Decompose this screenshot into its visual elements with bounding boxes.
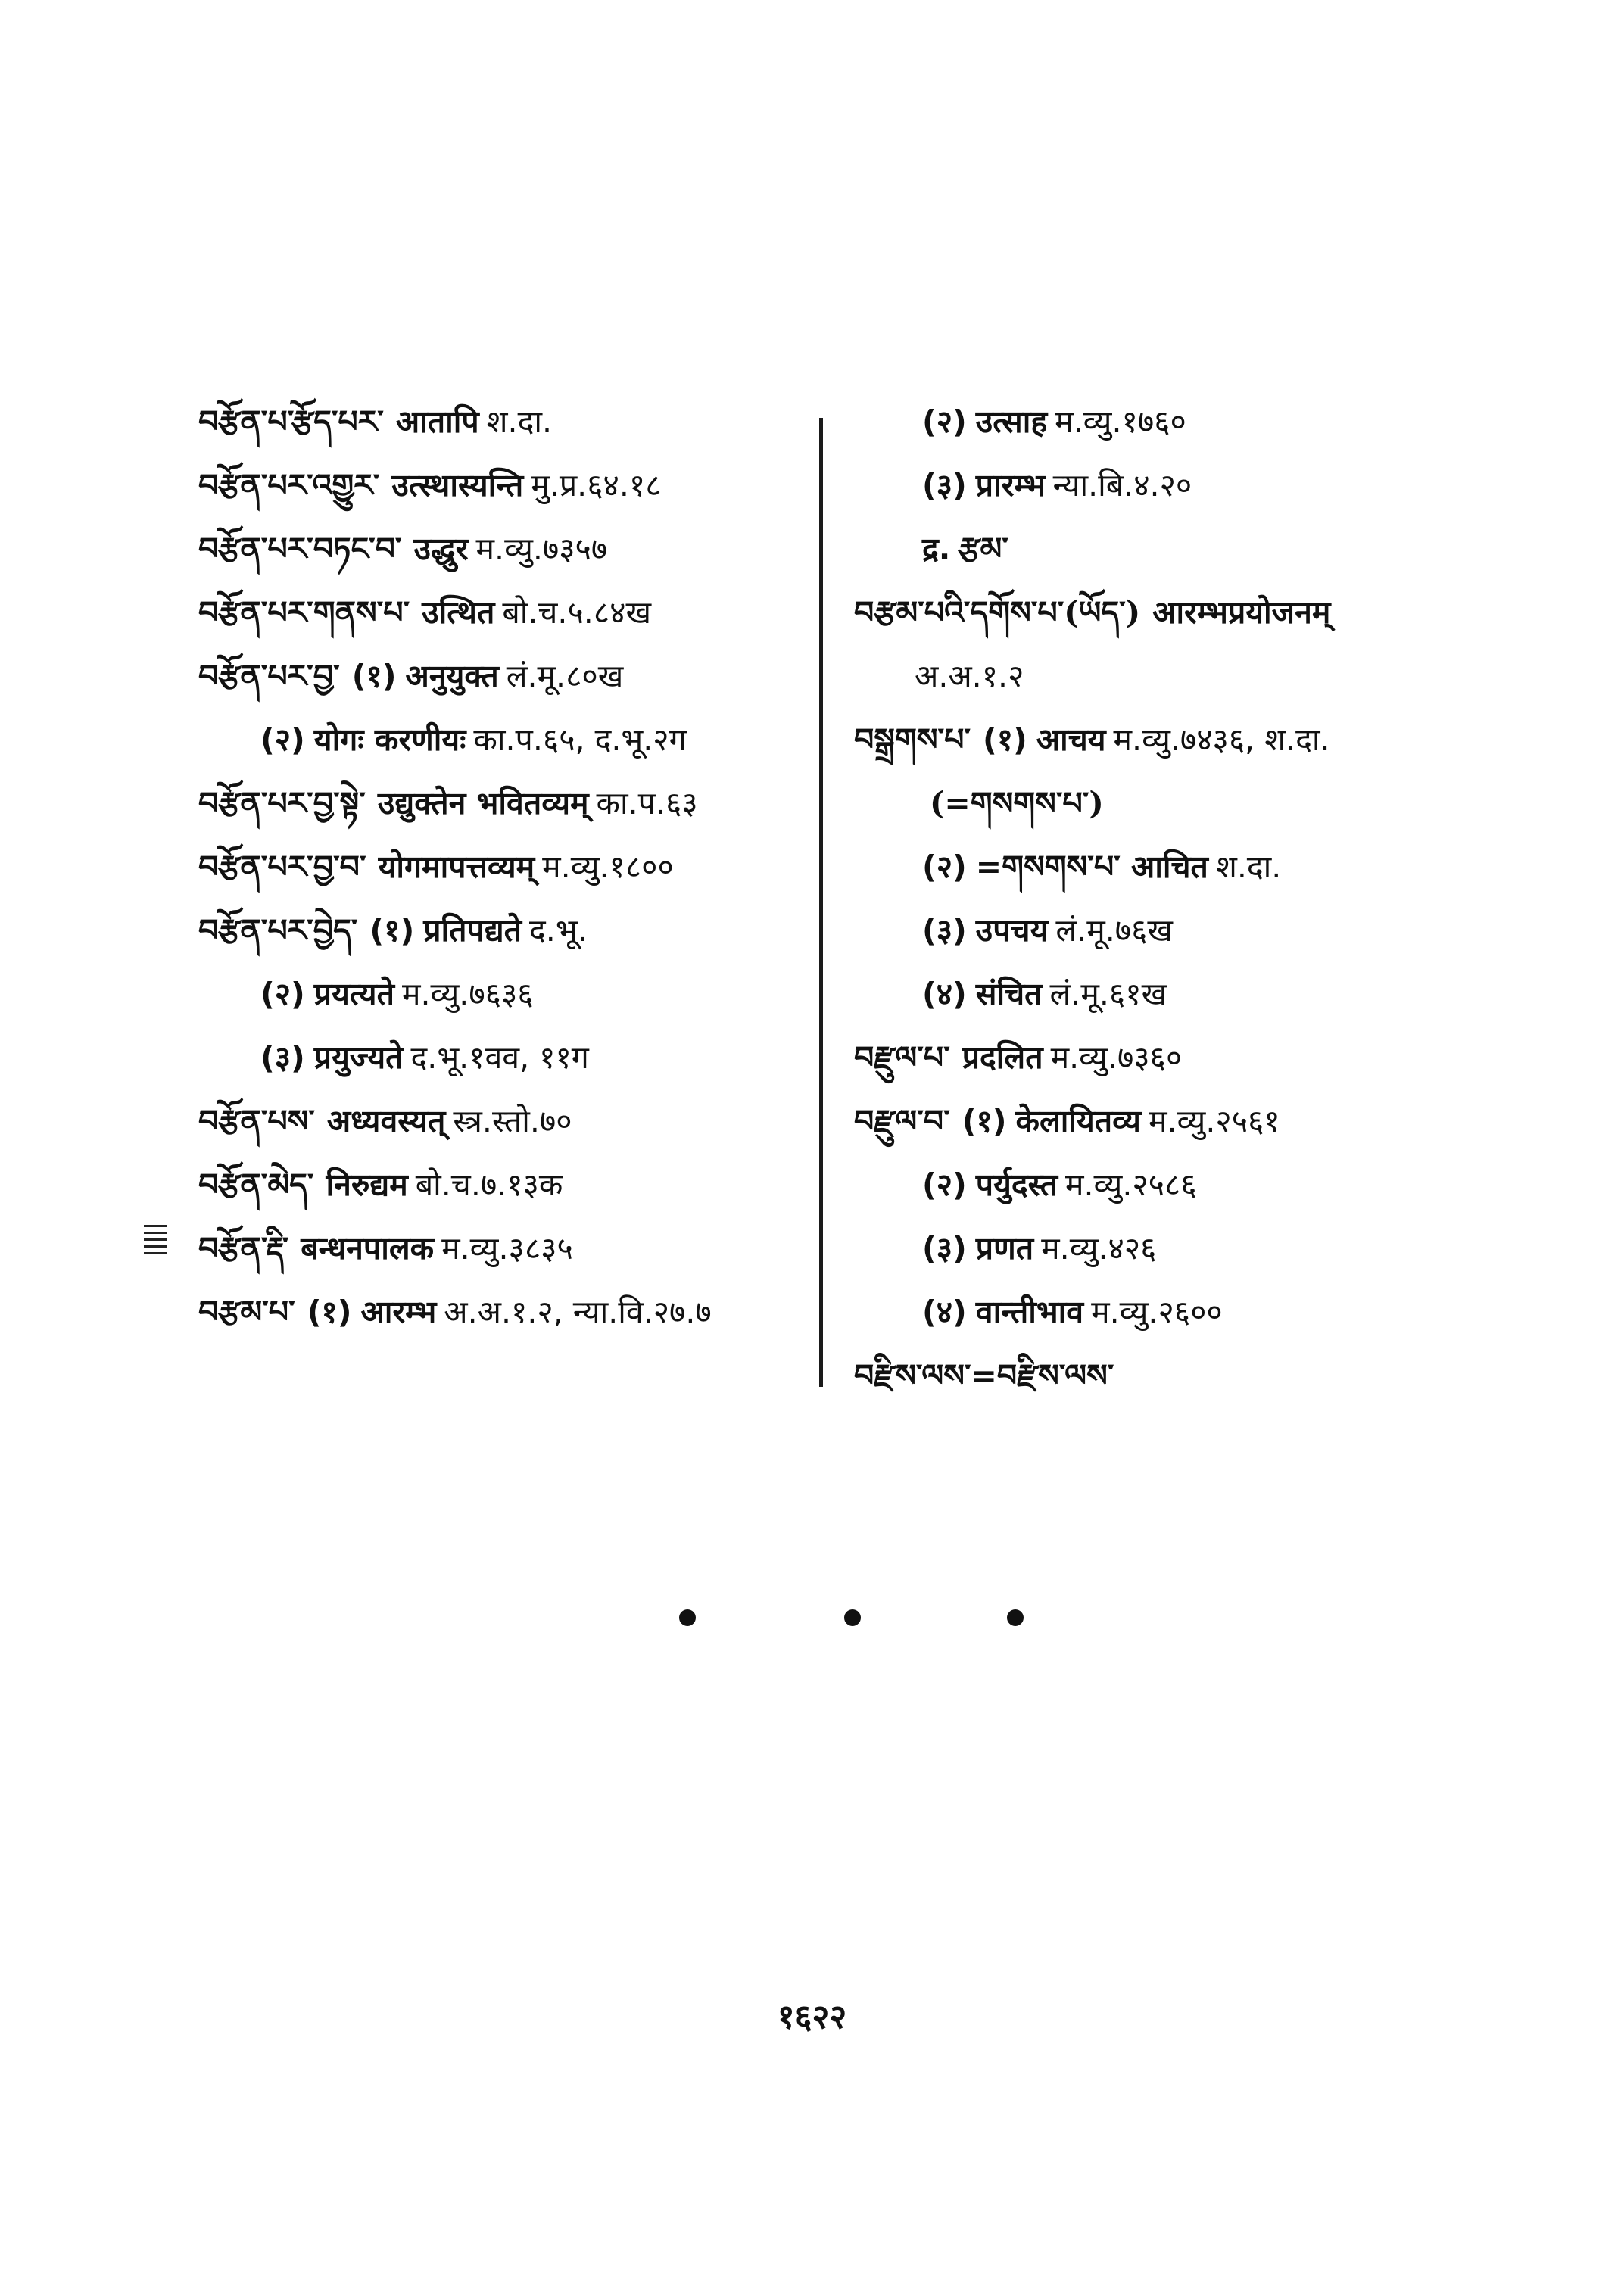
left-column bbox=[198, 390, 819, 1344]
entry: བརྩོན་པར་འགྱུར་ उत्स्थास्यन्ति मु.प्र.६४.१८ bbox=[198, 467, 662, 503]
entry: བརྫུལ་བ་ (१) केलायितव्य म.व्यु.२५६१ bbox=[854, 1103, 1280, 1139]
entry: བརྩོན་པར་བྱེད་ (१) प्रतिपद्यते द.भू. bbox=[198, 912, 588, 949]
entry-continuation: (३) उपचय लं.मू.७६ख bbox=[922, 912, 1173, 949]
section-separator bbox=[0, 1603, 1624, 1634]
entry: བརྩོན་པས་ अध्यवस्यत् स्त्र.स्तो.७० bbox=[198, 1103, 572, 1139]
entry: བརྩམ་པ་ (१) आरम्भ अ.अ.१.२, न्या.वि.२७.७ bbox=[198, 1294, 712, 1330]
entry: བསྒྲགས་པ་ (१) आचय म.व्यु.७४३६, श.दा. bbox=[854, 721, 1330, 758]
entry-continuation: अ.अ.१.२ bbox=[915, 658, 1024, 694]
entry-continuation: (=གསགས་པ་) bbox=[930, 785, 1104, 821]
entry-continuation: (४) संचित लं.मू.६१ख bbox=[922, 976, 1167, 1012]
asterisk-icon bbox=[1007, 1609, 1024, 1626]
entry-continuation: (३) प्रणत म.व्यु.४२६ bbox=[922, 1230, 1157, 1266]
entry-continuation: द्र. རྩམ་ bbox=[922, 531, 1008, 567]
entry: བརྩོན་པར་བྱ་སྟེ་ उद्युक्तेन भवितव्यम् का.प.६३ bbox=[198, 785, 698, 821]
entry: བརྩོན་པར་བྱ་བ་ योगमापत्तव्यम् म.व्यु.१८०० bbox=[198, 849, 674, 885]
entry-continuation: (२) योगः करणीयः का.प.६५, द.भू.२ग bbox=[260, 721, 687, 758]
entry: བརྩོན་པ་རྩོད་པར་ आतापि श.दा. bbox=[198, 403, 553, 440]
asterisk-icon bbox=[844, 1609, 861, 1626]
column-divider bbox=[819, 418, 823, 1387]
asterisk-icon bbox=[679, 1609, 696, 1626]
entry: བརྩོན་མེད་ निरुद्यम बो.च.७.१३क bbox=[198, 1167, 563, 1203]
entry-continuation: (२) प्रयत्यते म.व्यु.७६३६ bbox=[260, 976, 534, 1012]
entry: བརྩོན་རྡི་ बन्धनपालक म.व्यु.३८३५ bbox=[198, 1230, 573, 1266]
entry-continuation: (४) वान्तीभाव म.व्यु.२६०० bbox=[922, 1294, 1223, 1330]
entry-continuation: (२) पर्युदस्त म.व्यु.२५८६ bbox=[922, 1167, 1197, 1203]
entry: བརྩོན་པར་བཏང་བ་ उद्धुर म.व्यु.७३५७ bbox=[198, 531, 608, 567]
margin-mark-icon bbox=[144, 1225, 167, 1278]
page-number: १६२२ bbox=[777, 1998, 847, 2036]
entry: བརྩོན་པར་གནས་པ་ उत्थित बो.च.५.८४ख bbox=[198, 594, 651, 631]
entry: བརྫིས་ལས་=བརྫིས་ལས་ bbox=[854, 1357, 1114, 1394]
entry: བརྫུལ་པ་ प्रदलित म.व्यु.७३६० bbox=[854, 1039, 1183, 1076]
entry-continuation: (२) उत्साह म.व्यु.१७६० bbox=[922, 403, 1186, 440]
entry-continuation: (३) प्रारम्भ न्या.बि.४.२० bbox=[922, 467, 1192, 503]
entry-continuation: (३) प्रयुज्यते द.भू.१वव, ११ग bbox=[260, 1039, 589, 1076]
entry: བརྩམ་པའི་དགོས་པ་(ཡོད་) आरम्भप्रयोजनम् bbox=[854, 594, 1331, 631]
right-column bbox=[854, 390, 1505, 1407]
entry: བརྩོན་པར་བྱ་ (१) अनुयुक्त लं.मू.८०ख bbox=[198, 658, 624, 694]
entry-continuation: (२) =གསགས་པ་ आचित श.दा. bbox=[922, 849, 1282, 885]
